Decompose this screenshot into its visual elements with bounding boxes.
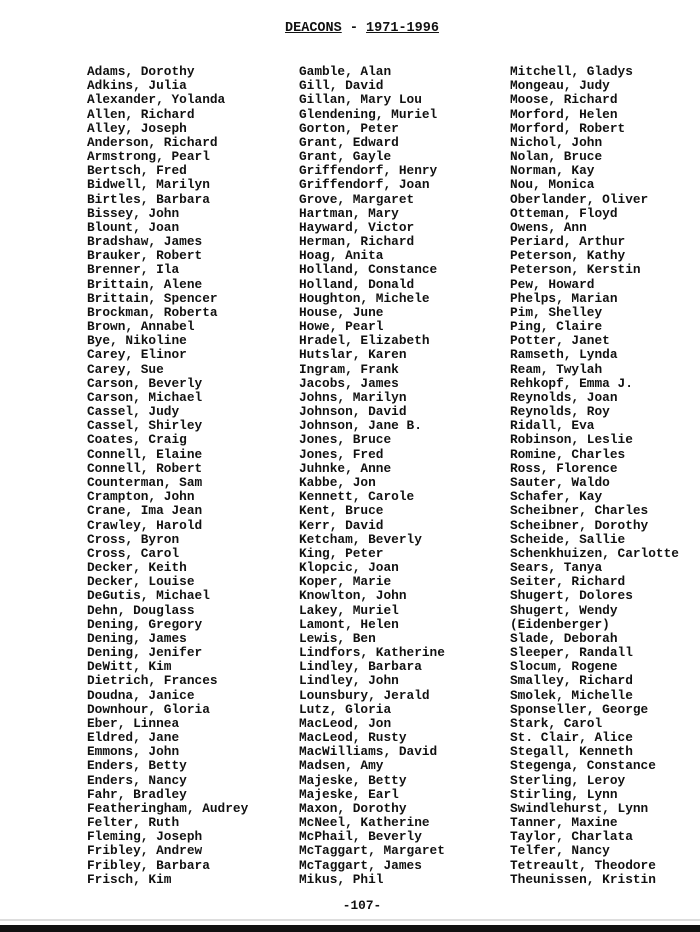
name-entry: Hoag, Anita bbox=[299, 248, 384, 264]
name-entry: Counterman, Sam bbox=[87, 474, 203, 490]
name-entry: Johnson, David bbox=[299, 404, 407, 420]
name-entry: Robinson, Leslie bbox=[510, 432, 633, 448]
name-entry: Jones, Fred bbox=[299, 446, 384, 462]
name-entry: Sauter, Waldo bbox=[510, 474, 610, 490]
name-entry: Peterson, Kerstin bbox=[510, 262, 641, 278]
name-entry: Sponseller, George bbox=[510, 701, 649, 717]
name-entry: Nichol, John bbox=[510, 134, 603, 150]
name-entry: Pew, Howard bbox=[510, 276, 595, 292]
name-entry: Otteman, Floyd bbox=[510, 205, 618, 221]
name-entry: Brittain, Alene bbox=[87, 276, 203, 292]
scan-border bbox=[0, 925, 700, 932]
name-entry: Lindley, John bbox=[299, 673, 399, 689]
name-entry: Kennett, Carole bbox=[299, 489, 415, 505]
name-entry: Lounsbury, Jerald bbox=[299, 687, 430, 703]
name-entry: Carson, Beverly bbox=[87, 375, 203, 391]
name-entry: Norman, Kay bbox=[510, 163, 595, 179]
name-entry: Lamont, Helen bbox=[299, 616, 399, 632]
name-entry: Eldred, Jane bbox=[87, 730, 180, 746]
name-entry: McPhail, Beverly bbox=[299, 829, 422, 845]
name-entry: Eber, Linnea bbox=[87, 715, 180, 731]
name-entry: House, June bbox=[299, 304, 384, 320]
name-entry: Mitchell, Gladys bbox=[510, 64, 633, 79]
name-entry: Crawley, Harold bbox=[87, 517, 203, 533]
name-entry: Rehkopf, Emma J. bbox=[510, 375, 633, 391]
name-entry: Sleeper, Randall bbox=[510, 645, 633, 661]
name-entry: Morford, Helen bbox=[510, 106, 618, 122]
name-entry: Nou, Monica bbox=[510, 177, 595, 193]
name-entry: Gamble, Alan bbox=[299, 64, 392, 79]
name-entry: Mongeau, Judy bbox=[510, 78, 610, 94]
name-entry: Dening, Gregory bbox=[87, 616, 203, 632]
name-entry: Hutslar, Karen bbox=[299, 347, 407, 363]
name-entry: Alley, Joseph bbox=[87, 120, 187, 136]
name-entry: Lewis, Ben bbox=[299, 630, 376, 646]
name-entry: Brown, Annabel bbox=[87, 319, 195, 335]
name-entry: Taylor, Charlata bbox=[510, 829, 633, 845]
name-entry: Bertsch, Fred bbox=[87, 163, 187, 179]
name-entry: Houghton, Michele bbox=[299, 290, 430, 306]
name-entry: Bidwell, Marilyn bbox=[87, 177, 210, 193]
name-entry: Alexander, Yolanda bbox=[87, 92, 226, 108]
name-entry: Lakey, Muriel bbox=[299, 602, 399, 618]
name-column-1 bbox=[87, 65, 248, 887]
name-entry: Fribley, Andrew bbox=[87, 843, 203, 859]
name-entry: Bissey, John bbox=[87, 205, 180, 221]
name-entry: Brenner, Ila bbox=[87, 262, 180, 278]
name-entry: MacLeod, Rusty bbox=[299, 730, 407, 746]
name-entry: Hartman, Mary bbox=[299, 205, 399, 221]
name-entry: Slade, Deborah bbox=[510, 630, 618, 646]
name-entry: Decker, Keith bbox=[87, 560, 187, 576]
name-entry: Oberlander, Oliver bbox=[510, 191, 649, 207]
name-entry: Dietrich, Frances bbox=[87, 673, 218, 689]
name-entry: Howe, Pearl bbox=[299, 319, 384, 335]
name-entry: Knowlton, John bbox=[299, 588, 407, 604]
name-entry: Carey, Sue bbox=[87, 361, 164, 377]
name-entry: MacWilliams, David bbox=[299, 744, 438, 760]
name-entry: Ramseth, Lynda bbox=[510, 347, 618, 363]
name-entry: Lutz, Gloria bbox=[299, 701, 392, 717]
name-entry: Holland, Constance bbox=[299, 262, 438, 278]
name-entry: Adkins, Julia bbox=[87, 78, 187, 94]
name-entry: Klopcic, Joan bbox=[299, 560, 399, 576]
name-entry: Brittain, Spencer bbox=[87, 290, 218, 306]
name-entry: Shugert, Wendy bbox=[510, 602, 618, 618]
name-entry: Gill, David bbox=[299, 78, 384, 94]
name-entry: Doudna, Janice bbox=[87, 687, 195, 703]
name-entry: Kabbe, Jon bbox=[299, 474, 376, 490]
name-entry: Romine, Charles bbox=[510, 446, 626, 462]
name-entry: Nolan, Bruce bbox=[510, 149, 603, 165]
name-entry: Dehn, Douglass bbox=[87, 602, 195, 618]
name-entry: Telfer, Nancy bbox=[510, 843, 610, 859]
name-entry: Frisch, Kim bbox=[87, 871, 172, 887]
name-entry: Holland, Donald bbox=[299, 276, 415, 292]
name-entry: Pim, Shelley bbox=[510, 304, 603, 320]
name-entry: Ketcham, Beverly bbox=[299, 531, 422, 547]
name-entry: Scheibner, Charles bbox=[510, 503, 649, 519]
name-entry: Hradel, Elizabeth bbox=[299, 333, 430, 349]
name-entry: McTaggart, James bbox=[299, 857, 422, 873]
title-years: 1971-1996 bbox=[366, 21, 439, 36]
name-entry: Lindfors, Katherine bbox=[299, 645, 445, 661]
name-entry: Enders, Nancy bbox=[87, 772, 187, 788]
name-entry: Crampton, John bbox=[87, 489, 195, 505]
name-entry: Kerr, David bbox=[299, 517, 384, 533]
name-entry: Tetreault, Theodore bbox=[510, 857, 656, 873]
name-entry: Scheibner, Dorothy bbox=[510, 517, 649, 533]
name-entry: DeGutis, Michael bbox=[87, 588, 210, 604]
page-title bbox=[0, 21, 700, 36]
name-entry: Majeske, Betty bbox=[299, 772, 407, 788]
name-entry: Connell, Elaine bbox=[87, 446, 203, 462]
name-entry: Stark, Carol bbox=[510, 715, 603, 731]
scan-edge bbox=[0, 919, 700, 921]
name-entry: Ross, Florence bbox=[510, 460, 618, 476]
name-entry: Hayward, Victor bbox=[299, 219, 415, 235]
name-entry: Crane, Ima Jean bbox=[87, 503, 203, 519]
name-entry: Sears, Tanya bbox=[510, 560, 603, 576]
name-entry: Grant, Gayle bbox=[299, 149, 392, 165]
name-entry: Majeske, Earl bbox=[299, 786, 399, 802]
title-text: DEACONS bbox=[285, 21, 342, 36]
name-entry: Stirling, Lynn bbox=[510, 786, 618, 802]
name-entry: MacLeod, Jon bbox=[299, 715, 392, 731]
name-entry: Decker, Louise bbox=[87, 574, 195, 590]
name-entry: Jones, Bruce bbox=[299, 432, 392, 448]
page-number: -107- bbox=[342, 898, 382, 913]
name-column-2 bbox=[299, 65, 445, 887]
name-entry: Reynolds, Roy bbox=[510, 404, 610, 420]
name-entry: Stegenga, Constance bbox=[510, 758, 656, 774]
name-column-3 bbox=[510, 65, 679, 887]
name-entry: Reynolds, Joan bbox=[510, 389, 618, 405]
name-entry: Johnson, Jane B. bbox=[299, 418, 422, 434]
name-entry: Cassel, Shirley bbox=[87, 418, 203, 434]
name-entry: Enders, Betty bbox=[87, 758, 187, 774]
name-entry: Griffendorf, Joan bbox=[299, 177, 430, 193]
name-entry: Periard, Arthur bbox=[510, 234, 626, 250]
name-entry: Fahr, Bradley bbox=[87, 786, 187, 802]
name-entry: Seiter, Richard bbox=[510, 574, 626, 590]
name-entry: Morford, Robert bbox=[510, 120, 626, 136]
name-entry: Juhnke, Anne bbox=[299, 460, 392, 476]
name-entry: Gillan, Mary Lou bbox=[299, 92, 422, 108]
name-entry: Potter, Janet bbox=[510, 333, 610, 349]
name-entry: Brauker, Robert bbox=[87, 248, 203, 264]
title-separator: - bbox=[341, 21, 367, 36]
name-entry: Birtles, Barbara bbox=[87, 191, 210, 207]
name-entry: Downhour, Gloria bbox=[87, 701, 210, 717]
name-entry: Ridall, Eva bbox=[510, 418, 595, 434]
name-entry: Sterling, Leroy bbox=[510, 772, 626, 788]
name-entry: Smolek, Michelle bbox=[510, 687, 633, 703]
name-entry: Slocum, Rogene bbox=[510, 659, 618, 675]
name-entry: DeWitt, Kim bbox=[87, 659, 172, 675]
name-entry: Koper, Marie bbox=[299, 574, 392, 590]
name-entry: Carey, Elinor bbox=[87, 347, 187, 363]
name-entry: Lindley, Barbara bbox=[299, 659, 422, 675]
name-entry: Phelps, Marian bbox=[510, 290, 618, 306]
name-entry: Madsen, Amy bbox=[299, 758, 384, 774]
name-entry: Felter, Ruth bbox=[87, 815, 180, 831]
name-entry: Ping, Claire bbox=[510, 319, 603, 335]
name-entry: Peterson, Kathy bbox=[510, 248, 626, 264]
name-entry: Carson, Michael bbox=[87, 389, 203, 405]
name-entry: Cross, Byron bbox=[87, 531, 180, 547]
name-entry: Bye, Nikoline bbox=[87, 333, 187, 349]
name-entry: Fleming, Joseph bbox=[87, 829, 203, 845]
name-entry: Dening, Jenifer bbox=[87, 645, 203, 661]
name-entry: Bradshaw, James bbox=[87, 234, 203, 250]
name-entry: Maxon, Dorothy bbox=[299, 800, 407, 816]
name-entry: Swindlehurst, Lynn bbox=[510, 800, 649, 816]
name-entry: Featheringham, Audrey bbox=[87, 800, 249, 816]
name-entry: Adams, Dorothy bbox=[87, 64, 195, 79]
name-entry: Gorton, Peter bbox=[299, 120, 399, 136]
name-entry: Fribley, Barbara bbox=[87, 857, 210, 873]
name-entry: Mikus, Phil bbox=[299, 871, 384, 887]
name-entry: Kent, Bruce bbox=[299, 503, 384, 519]
name-entry: Moose, Richard bbox=[510, 92, 618, 108]
name-entry: Tanner, Maxine bbox=[510, 815, 618, 831]
name-entry: McTaggart, Margaret bbox=[299, 843, 445, 859]
name-entry: Ingram, Frank bbox=[299, 361, 399, 377]
name-entry: Grove, Margaret bbox=[299, 191, 415, 207]
name-entry: Brockman, Roberta bbox=[87, 304, 218, 320]
name-entry: Glendening, Muriel bbox=[299, 106, 438, 122]
name-entry: Grant, Edward bbox=[299, 134, 399, 150]
name-entry: Connell, Robert bbox=[87, 460, 203, 476]
name-entry: McNeel, Katherine bbox=[299, 815, 430, 831]
name-entry: Shugert, Dolores bbox=[510, 588, 633, 604]
name-entry: Blount, Joan bbox=[87, 219, 180, 235]
name-entry: Jacobs, James bbox=[299, 375, 399, 391]
name-entry: Smalley, Richard bbox=[510, 673, 633, 689]
name-entry: Schenkhuizen, Carlotte bbox=[510, 545, 679, 561]
name-entry: Schafer, Kay bbox=[510, 489, 603, 505]
name-entry: Owens, Ann bbox=[510, 219, 587, 235]
name-entry: Scheide, Sallie bbox=[510, 531, 626, 547]
name-entry: Griffendorf, Henry bbox=[299, 163, 438, 179]
name-entry: Allen, Richard bbox=[87, 106, 195, 122]
name-entry: Theunissen, Kristin bbox=[510, 871, 656, 887]
name-entry: Emmons, John bbox=[87, 744, 180, 760]
name-entry: Stegall, Kenneth bbox=[510, 744, 633, 760]
name-entry: Johns, Marilyn bbox=[299, 389, 407, 405]
name-entry: Anderson, Richard bbox=[87, 134, 218, 150]
name-entry: Herman, Richard bbox=[299, 234, 415, 250]
name-entry: Cassel, Judy bbox=[87, 404, 180, 420]
name-entry: Ream, Twylah bbox=[510, 361, 603, 377]
name-entry: St. Clair, Alice bbox=[510, 730, 633, 746]
name-entry: King, Peter bbox=[299, 545, 384, 561]
name-entry: Coates, Craig bbox=[87, 432, 187, 448]
name-entry: Dening, James bbox=[87, 630, 187, 646]
name-entry: Cross, Carol bbox=[87, 545, 180, 561]
name-entry: (Eidenberger) bbox=[510, 616, 610, 632]
name-entry: Armstrong, Pearl bbox=[87, 149, 210, 165]
